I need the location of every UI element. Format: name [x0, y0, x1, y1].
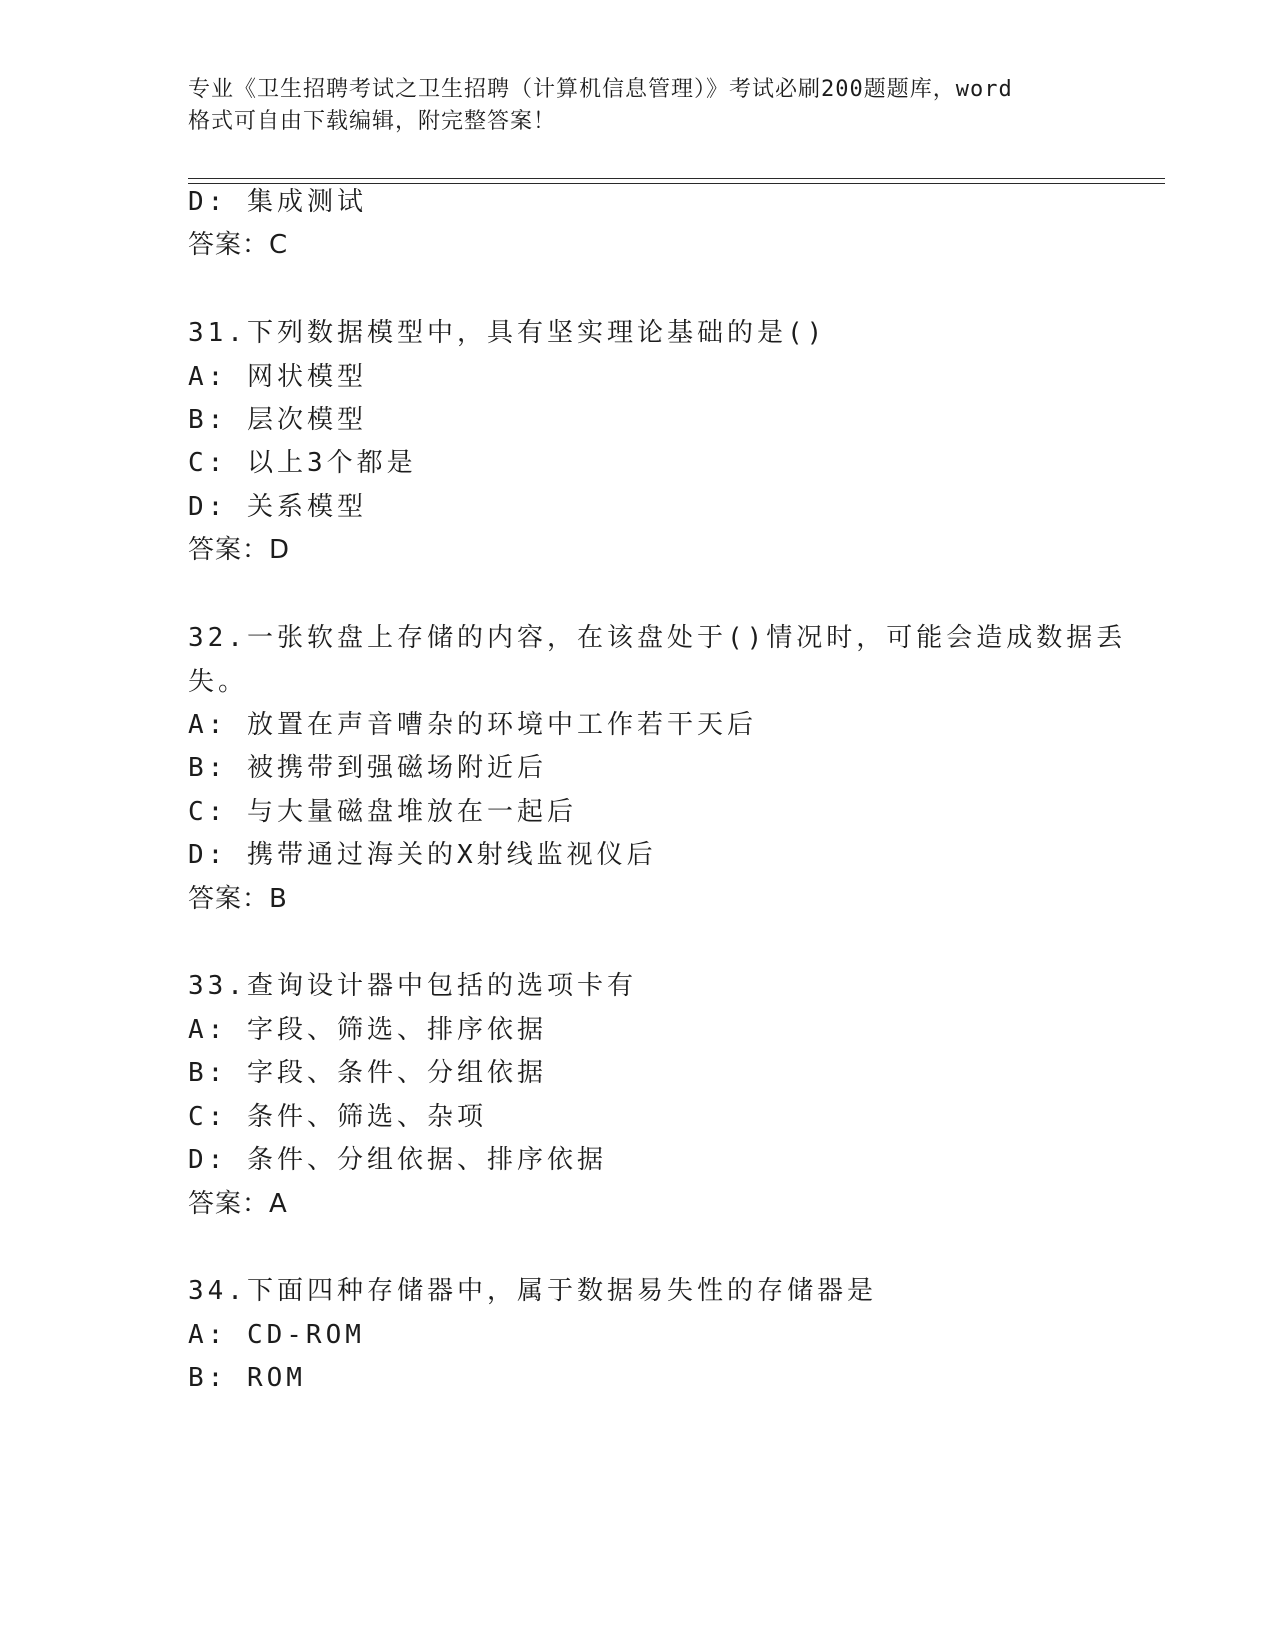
- q33-option-b: B: 字段、条件、分组依据: [188, 1058, 547, 1088]
- q31-option-c: C: 以上3个都是: [188, 448, 417, 478]
- q33-option-a: A: 字段、筛选、排序依据: [188, 1015, 547, 1045]
- q32-answer: 答案：B: [188, 884, 288, 914]
- header-line-2: 格式可自由下载编辑，附完整答案！: [188, 109, 557, 134]
- prev-answer: 答案：C: [188, 230, 289, 260]
- header-divider-top: [188, 178, 1165, 179]
- q33-answer: 答案：A: [188, 1189, 288, 1219]
- q32-option-c: C: 与大量磁盘堆放在一起后: [188, 797, 577, 827]
- q31-option-d: D: 关系模型: [188, 492, 367, 522]
- document-header: [188, 74, 1088, 138]
- header-line-1: 专业《卫生招聘考试之卫生招聘（计算机信息管理）》考试必刷200题题库，word: [188, 77, 1013, 102]
- q32-stem-line-2: 失。: [188, 667, 249, 697]
- q31-answer: 答案：D: [188, 535, 291, 565]
- prev-option-d: D: 集成测试: [188, 187, 367, 217]
- q31-option-b: B: 层次模型: [188, 405, 367, 435]
- q34-stem: 34.下面四种存储器中，属于数据易失性的存储器是: [188, 1276, 877, 1306]
- q33-option-d: D: 条件、分组依据、排序依据: [188, 1145, 607, 1175]
- q31-stem: 31.下列数据模型中，具有坚实理论基础的是(): [188, 318, 827, 348]
- q34-option-b: B: ROM: [188, 1363, 306, 1393]
- q34-option-a: A: CD-ROM: [188, 1320, 365, 1350]
- q32-option-d: D: 携带通过海关的X射线监视仪后: [188, 840, 657, 870]
- q32-option-b: B: 被携带到强磁场附近后: [188, 753, 547, 783]
- q33-stem: 33.查询设计器中包括的选项卡有: [188, 971, 637, 1001]
- q33-option-c: C: 条件、筛选、杂项: [188, 1102, 487, 1132]
- q32-stem-line-1: 32.一张软盘上存储的内容，在该盘处于()情况时，可能会造成数据丢: [188, 623, 1127, 653]
- header-divider-bottom: [188, 183, 1165, 184]
- q32-option-a: A: 放置在声音嘈杂的环境中工作若干天后: [188, 710, 757, 740]
- q31-option-a: A: 网状模型: [188, 362, 367, 392]
